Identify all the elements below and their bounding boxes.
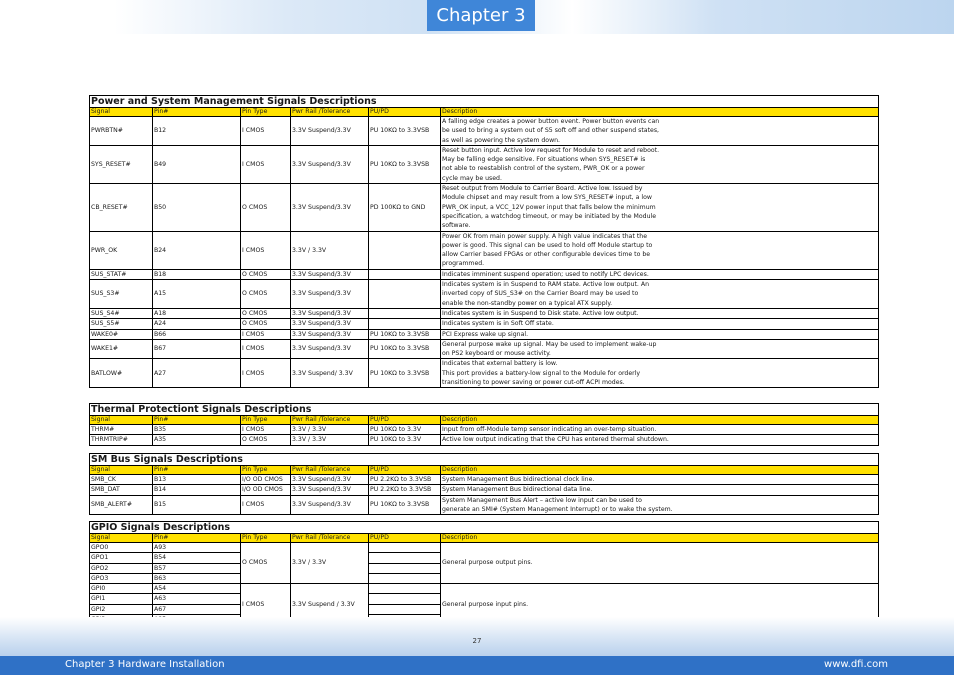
description-line: inverted copy of SUS_S3# on the Carrier Board may be used to — [442, 290, 639, 298]
cell-type: I CMOS — [241, 495, 291, 515]
table-row — [90, 495, 879, 515]
cell-type: O CMOS — [241, 280, 291, 309]
description-line: enable the non-standby power on a typical ATX supply. — [442, 299, 613, 307]
cell-description — [441, 359, 879, 388]
description-line: programmed. — [442, 260, 485, 268]
cell-pupd: PU 10KΩ to 3.3VSB — [369, 495, 441, 515]
thermal-signals-table — [89, 403, 879, 446]
column-header: Pwr Rail /Tolerance — [291, 108, 369, 117]
cell-signal: SMB_CK — [90, 475, 153, 485]
cell-description: General purpose output pins. — [441, 543, 879, 584]
cell-description — [441, 269, 879, 279]
description-line: as well as powering the system down. — [442, 136, 561, 144]
cell-pin: B18 — [153, 269, 241, 279]
cell-pupd — [369, 573, 441, 583]
column-header: Pin# — [153, 416, 241, 425]
cell-pupd — [369, 604, 441, 614]
smbus-signals-table — [89, 453, 879, 515]
description-line: Module chipset and may result from a low SYS_RESET# input, a low — [442, 194, 652, 202]
description-line: Indicates that external battery is low. — [442, 360, 558, 368]
description-line: Indicates system is in Soft Off state. — [442, 320, 554, 328]
cell-pupd: PU 2.2KΩ to 3.3VSB — [369, 485, 441, 495]
cell-pin: B57 — [153, 563, 241, 573]
cell-type: I/O OD CMOS — [241, 485, 291, 495]
cell-signal: GPO0 — [90, 543, 153, 553]
cell-pupd — [369, 584, 441, 594]
cell-pin: A18 — [153, 308, 241, 318]
description-line: General purpose wake up signal. May be used to implement wake-up — [442, 340, 657, 348]
description-line: Input from off-Module temp sensor indicating an over-temp situation. — [442, 426, 657, 433]
gpio-signals-table — [89, 521, 879, 625]
table-title: Power and System Management Signals Descriptions — [90, 96, 879, 108]
column-header: PU/PD — [369, 416, 441, 425]
column-header: Pin Type — [241, 416, 291, 425]
cell-description — [441, 475, 879, 485]
cell-description — [441, 435, 879, 445]
cell-rail: 3.3V / 3.3V — [291, 435, 369, 445]
chapter-tab: Chapter 3 — [427, 0, 535, 31]
cell-signal: SUS_S4# — [90, 308, 153, 318]
table-title: GPIO Signals Descriptions — [90, 522, 879, 534]
cell-pin: B24 — [153, 231, 241, 269]
description-line: power is good. This signal can be used to hold off Module startup to — [442, 241, 653, 249]
column-header: Pwr Rail /Tolerance — [291, 416, 369, 425]
cell-signal: THRM# — [90, 425, 153, 435]
description-line: PCI Express wake up signal. — [442, 330, 529, 338]
cell-rail: 3.3V Suspend / 3.3V — [291, 584, 369, 625]
column-header: Pwr Rail /Tolerance — [291, 534, 369, 543]
description-line: cycle may be used. — [442, 174, 502, 182]
column-header: Pin Type — [241, 108, 291, 117]
description-line: allow Carrier based FPGAs or other configurable devices time to be — [442, 251, 651, 259]
cell-signal: GPI2 — [90, 604, 153, 614]
cell-signal: PWRBTN# — [90, 117, 153, 146]
cell-description — [441, 495, 879, 515]
cell-type: O CMOS — [241, 435, 291, 445]
table-row — [90, 425, 879, 435]
table-header-row — [90, 108, 879, 117]
cell-description — [441, 425, 879, 435]
description-line: System Management Bus bidirectional clock line. — [442, 476, 595, 483]
description-line: Reset button input. Active low request for Module to reset and reboot. — [442, 146, 660, 154]
cell-rail: 3.3V Suspend/3.3V — [291, 184, 369, 232]
cell-pupd — [369, 553, 441, 563]
table-row — [90, 584, 879, 594]
column-header: Signal — [90, 416, 153, 425]
description-line: Indicates system is in Suspend to Disk state. Active low output. — [442, 309, 639, 317]
cell-signal: WAKE0# — [90, 329, 153, 339]
cell-pupd: PU 10KΩ to 3.3VSB — [369, 339, 441, 359]
table-title: SM Bus Signals Descriptions — [90, 454, 879, 466]
table-row — [90, 231, 879, 269]
description-line: transitioning to power saving or power cut-off ACPI modes. — [442, 379, 625, 387]
column-header: Pin Type — [241, 466, 291, 475]
column-header: PU/PD — [369, 108, 441, 117]
table-row — [90, 280, 879, 309]
column-header: Pwr Rail /Tolerance — [291, 466, 369, 475]
cell-pin: B35 — [153, 425, 241, 435]
cell-rail: 3.3V Suspend/3.3V — [291, 319, 369, 329]
cell-type: I CMOS — [241, 145, 291, 183]
cell-rail: 3.3V Suspend/3.3V — [291, 280, 369, 309]
cell-pin: B14 — [153, 485, 241, 495]
cell-description: General purpose input pins. — [441, 584, 879, 625]
description-line: System Management Bus Alert – active low input can be used to — [442, 496, 642, 504]
cell-pin: B13 — [153, 475, 241, 485]
description-line: generate an SMI# (System Management Interrupt) or to wake the system. — [442, 505, 673, 513]
cell-signal: GPO2 — [90, 563, 153, 573]
cell-type: I CMOS — [241, 584, 291, 625]
cell-pin: A67 — [153, 604, 241, 614]
cell-signal: SUS_STAT# — [90, 269, 153, 279]
cell-rail: 3.3V Suspend/3.3V — [291, 145, 369, 183]
table-title: Thermal Protectiont Signals Descriptions — [90, 404, 879, 416]
description-line: PWR_OK input, a VCC_12V power input that falls below the minimum — [442, 203, 656, 211]
table-row — [90, 319, 879, 329]
cell-pupd: PU 10KΩ to 3.3V — [369, 425, 441, 435]
cell-type: I CMOS — [241, 339, 291, 359]
cell-description — [441, 280, 879, 309]
cell-type: O CMOS — [241, 184, 291, 232]
column-header: PU/PD — [369, 534, 441, 543]
cell-signal: PWR_OK — [90, 231, 153, 269]
cell-signal: THRMTRIP# — [90, 435, 153, 445]
cell-rail: 3.3V / 3.3V — [291, 231, 369, 269]
table-row — [90, 329, 879, 339]
description-line: Indicates imminent suspend operation; used to notify LPC devices. — [442, 270, 649, 278]
column-header: PU/PD — [369, 466, 441, 475]
cell-pin: A35 — [153, 435, 241, 445]
cell-pupd — [369, 308, 441, 318]
table-row — [90, 145, 879, 183]
cell-type: I CMOS — [241, 329, 291, 339]
cell-pupd: PU 10KΩ to 3.3V — [369, 435, 441, 445]
cell-pupd — [369, 319, 441, 329]
cell-pin: A63 — [153, 594, 241, 604]
cell-type: O CMOS — [241, 319, 291, 329]
cell-pupd: PU 10KΩ to 3.3VSB — [369, 329, 441, 339]
cell-signal: SMB_ALERT# — [90, 495, 153, 515]
cell-pin: B54 — [153, 553, 241, 563]
cell-type: I CMOS — [241, 359, 291, 388]
cell-signal: SUS_S5# — [90, 319, 153, 329]
cell-signal: SMB_DAT — [90, 485, 153, 495]
cell-pupd — [369, 231, 441, 269]
cell-pin: B67 — [153, 339, 241, 359]
cell-pin: B12 — [153, 117, 241, 146]
table-row — [90, 475, 879, 485]
page-number: 27 — [472, 637, 482, 645]
cell-pin: B49 — [153, 145, 241, 183]
cell-rail: 3.3V Suspend/ 3.3V — [291, 359, 369, 388]
table-row — [90, 359, 879, 388]
column-header: Description — [441, 534, 879, 543]
cell-description — [441, 308, 879, 318]
cell-type: O CMOS — [241, 269, 291, 279]
footer-website-link[interactable]: www.dfi.com — [824, 659, 888, 670]
cell-pupd: PU 10KΩ to 3.3VSB — [369, 145, 441, 183]
column-header: Signal — [90, 466, 153, 475]
column-header: Signal — [90, 534, 153, 543]
cell-pupd: PU 10KΩ to 3.3VSB — [369, 117, 441, 146]
cell-pupd — [369, 269, 441, 279]
cell-signal: GPI0 — [90, 584, 153, 594]
cell-signal: GPO1 — [90, 553, 153, 563]
column-header: Description — [441, 108, 879, 117]
cell-signal: GPO3 — [90, 573, 153, 583]
cell-rail: 3.3V Suspend/3.3V — [291, 495, 369, 515]
cell-pupd — [369, 543, 441, 553]
table-row — [90, 184, 879, 232]
cell-type: I CMOS — [241, 231, 291, 269]
table-row — [90, 485, 879, 495]
cell-description — [441, 485, 879, 495]
cell-rail: 3.3V Suspend/3.3V — [291, 339, 369, 359]
column-header: Description — [441, 466, 879, 475]
cell-pupd — [369, 280, 441, 309]
cell-description — [441, 329, 879, 339]
cell-rail: 3.3V Suspend/3.3V — [291, 329, 369, 339]
cell-pin: B50 — [153, 184, 241, 232]
cell-pupd: PU 10KΩ to 3.3VSB — [369, 359, 441, 388]
description-line: A falling edge creates a power button event. Power button events can — [442, 118, 660, 125]
cell-rail: 3.3V Suspend/3.3V — [291, 308, 369, 318]
table-row — [90, 543, 879, 553]
table-header-row — [90, 466, 879, 475]
table-title-row — [90, 96, 879, 108]
description-line: May be falling edge sensitive. For situations when SYS_RESET# is — [442, 156, 646, 164]
cell-pin: A24 — [153, 319, 241, 329]
cell-rail: 3.3V Suspend/3.3V — [291, 117, 369, 146]
cell-type: O CMOS — [241, 543, 291, 584]
cell-description — [441, 117, 879, 146]
description-line: specification, a watchdog timeout, or may be initiated by the Module — [442, 212, 657, 220]
column-header: Pin# — [153, 466, 241, 475]
cell-description — [441, 145, 879, 183]
cell-pin: B15 — [153, 495, 241, 515]
table-title-row — [90, 404, 879, 416]
cell-pin: B63 — [153, 573, 241, 583]
description-line: Active low output indicating that the CPU has entered thermal shutdown. — [442, 436, 669, 444]
table-row — [90, 339, 879, 359]
description-line: This port provides a battery-low signal to the Module for orderly — [442, 369, 641, 377]
cell-rail: 3.3V / 3.3V — [291, 543, 369, 584]
cell-signal: SUS_S3# — [90, 280, 153, 309]
description-line: software. — [442, 222, 471, 230]
cell-pin: A15 — [153, 280, 241, 309]
description-line: Power OK from main power supply. A high value indicates that the — [442, 232, 647, 240]
cell-pupd: PD 100KΩ to GND — [369, 184, 441, 232]
table-header-row — [90, 534, 879, 543]
footer-bar — [0, 656, 954, 675]
description-line: not able to reestablish control of the system, PWR_OK or a power — [442, 165, 645, 173]
table-row — [90, 117, 879, 146]
cell-description — [441, 319, 879, 329]
cell-pin: B66 — [153, 329, 241, 339]
cell-signal: WAKE1# — [90, 339, 153, 359]
description-line: System Management Bus bidirectional data line. — [442, 486, 593, 494]
table-row — [90, 435, 879, 445]
cell-type: I CMOS — [241, 117, 291, 146]
cell-pupd — [369, 563, 441, 573]
cell-type: I CMOS — [241, 425, 291, 435]
cell-signal: GPI1 — [90, 594, 153, 604]
description-line: Reset output from Module to Carrier Board. Active low. Issued by — [442, 185, 643, 193]
cell-rail: 3.3V / 3.3V — [291, 425, 369, 435]
cell-type: I/O OD CMOS — [241, 475, 291, 485]
cell-pin: A93 — [153, 543, 241, 553]
column-header: Description — [441, 416, 879, 425]
column-header: Pin# — [153, 534, 241, 543]
table-row — [90, 269, 879, 279]
cell-pupd: PU 2.2KΩ to 3.3VSB — [369, 475, 441, 485]
footer-chapter-title: Chapter 3 Hardware Installation — [65, 659, 225, 670]
power-signals-table — [89, 95, 879, 388]
cell-description — [441, 231, 879, 269]
cell-type: O CMOS — [241, 308, 291, 318]
cell-pin: A27 — [153, 359, 241, 388]
cell-rail: 3.3V Suspend/3.3V — [291, 475, 369, 485]
cell-rail: 3.3V Suspend/3.3V — [291, 485, 369, 495]
column-header: Pin# — [153, 108, 241, 117]
cell-pupd — [369, 594, 441, 604]
table-title-row — [90, 454, 879, 466]
cell-description — [441, 339, 879, 359]
description-line: be used to bring a system out of S5 soft off and other suspend states, — [442, 127, 660, 135]
table-title-row — [90, 522, 879, 534]
table-row — [90, 308, 879, 318]
cell-description — [441, 184, 879, 232]
cell-signal: BATLOW# — [90, 359, 153, 388]
cell-signal: SYS_RESET# — [90, 145, 153, 183]
table-header-row — [90, 416, 879, 425]
cell-rail: 3.3V Suspend/3.3V — [291, 269, 369, 279]
column-header: Pin Type — [241, 534, 291, 543]
description-line: on PS2 keyboard or mouse activity. — [442, 350, 551, 358]
cell-pin: A54 — [153, 584, 241, 594]
column-header: Signal — [90, 108, 153, 117]
cell-signal: CB_RESET# — [90, 184, 153, 232]
description-line: Indicates system is in Suspend to RAM state. Active low output. An — [442, 281, 649, 289]
